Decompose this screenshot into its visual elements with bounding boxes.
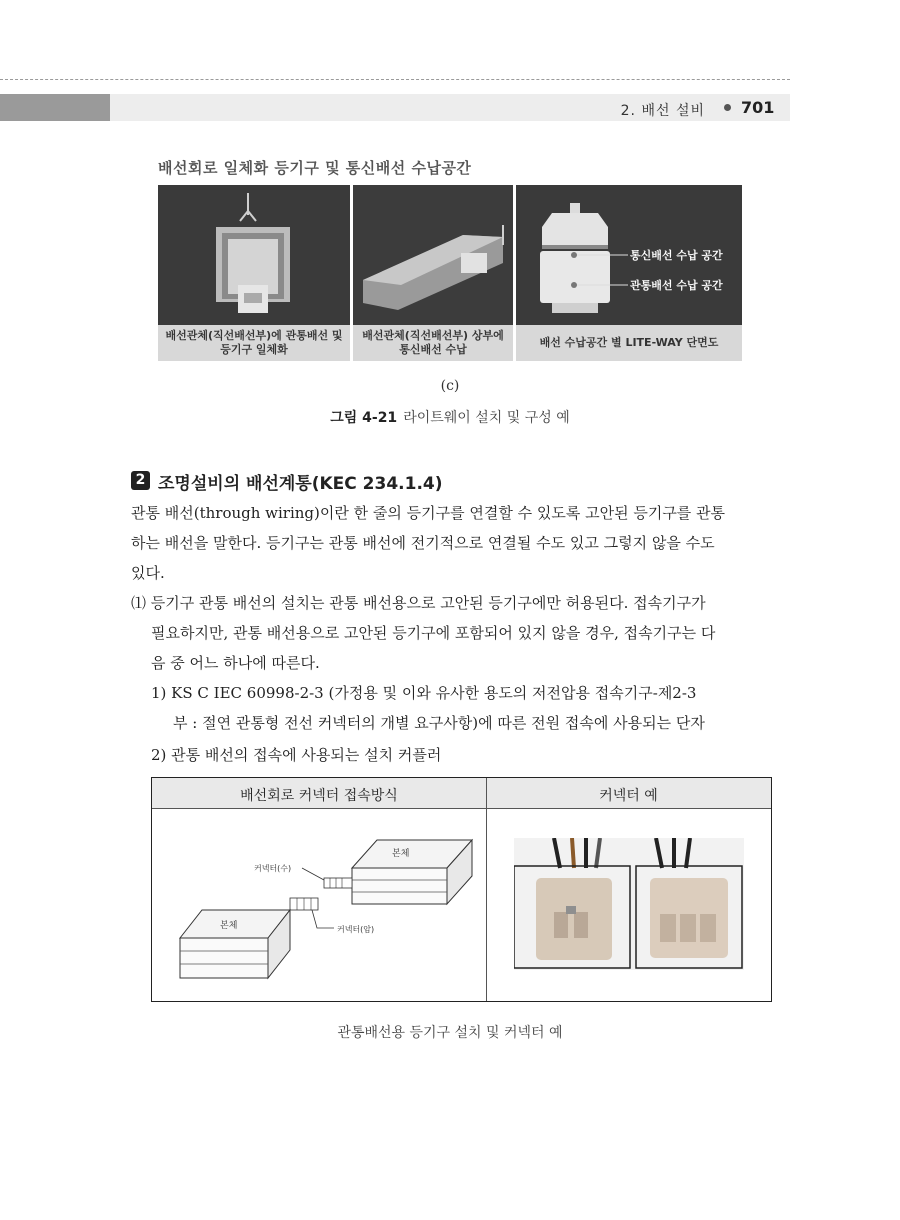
lite-way-cross-section-diagram <box>516 185 742 325</box>
photo-label-3 <box>516 325 742 361</box>
section-title: 조명설비의 배선계통(KEC 234.1.4) <box>158 474 443 494</box>
label-connector-female: 커넥터(암) <box>337 925 375 934</box>
item1-line-3: 음 중 어느 하나에 따른다. <box>151 654 320 672</box>
connector-wiring-diagram <box>162 818 482 993</box>
figure-title <box>0 407 900 427</box>
table-column-divider <box>486 778 487 1001</box>
callout-comm-space: 통신배선 수납 공간 <box>630 249 723 262</box>
sub1-line-1: 1) KS C IEC 60998-2-3 (가정용 및 이와 유사한 용도의 저전압용 접속기구-제2-3 <box>151 684 697 702</box>
section-number-badge: 2 <box>131 471 150 490</box>
intro-line-2: 하는 배선을 말한다. 등기구는 관통 배선에 전기적으로 연결될 수도 있고 그렇지 않을 수도 <box>131 534 715 552</box>
label-body-lower: 본체 <box>220 921 238 931</box>
photo-panel-2 <box>353 185 513 325</box>
photo-panel-1 <box>158 185 350 325</box>
label-connector-male: 커넥터(수) <box>254 864 292 873</box>
photo-label-2-line1: 배선관체(직선배선부) 상부에 <box>362 329 504 342</box>
header-dashed-rule <box>0 79 790 80</box>
intro-line-1: 관통 배선(through wiring)이란 한 줄의 등기구를 연결할 수 있도록 고안된 등기구를 관통 <box>131 504 726 522</box>
intro-line-3: 있다. <box>131 564 165 582</box>
table-caption: 관통배선용 등기구 설치 및 커넥터 예 <box>337 1025 563 1041</box>
item1-line-2: 필요하지만, 관통 배선용으로 고안된 등기구에 포함되어 있지 않을 경우, 접속기구는 다 <box>151 624 716 642</box>
callout-through-wiring-space: 관통배선 수납 공간 <box>630 279 723 292</box>
photo-label-1-line2: 등기구 일체화 <box>220 343 288 356</box>
figure-title-text: 라이트웨이 설치 및 구성 예 <box>403 410 570 426</box>
header-gray-block <box>0 94 110 121</box>
photo-label-2-line2: 통신배선 수납 <box>399 343 467 356</box>
label-body-upper: 본체 <box>392 849 410 859</box>
photo-label-2 <box>353 325 513 361</box>
sub1-line-2: 부 : 절연 관통형 전선 커넥터의 개별 요구사항)에 따른 전원 접속에 사용되는 단자 <box>173 714 705 732</box>
photo-label-1 <box>158 325 350 361</box>
table-header-example: 커넥터 예 <box>599 788 658 804</box>
table-header-method: 배선회로 커넥터 접속방식 <box>240 788 398 804</box>
photo-panel-3 <box>516 185 742 325</box>
figure-top-caption: 배선회로 일체화 등기구 및 통신배선 수납공간 <box>158 159 472 177</box>
connector-table <box>151 777 772 1002</box>
lighting-fixture-front-photo <box>158 185 350 325</box>
page-number: 701 <box>741 98 775 117</box>
figure-number: 그림 4-21 <box>330 410 398 426</box>
header-bullet-icon <box>724 104 731 111</box>
figure-sub-label: (c) <box>440 378 460 394</box>
header-chapter: 2. 배선 설비 <box>620 103 705 119</box>
sub2-line: 2) 관통 배선의 접속에 사용되는 설치 커플러 <box>151 746 442 764</box>
item1-line-1: ⑴ 등기구 관통 배선의 설치는 관통 배선용으로 고안된 등기구에만 허용된다. 접속기구가 <box>131 594 706 612</box>
connector-example-photo <box>514 838 744 970</box>
photo-label-3-line1: 배선 수납공간 별 LITE-WAY 단면도 <box>539 336 719 349</box>
lighting-fixture-side-photo <box>353 185 513 325</box>
photo-label-1-line1: 배선관체(직선배선부)에 관통배선 및 <box>165 329 343 342</box>
